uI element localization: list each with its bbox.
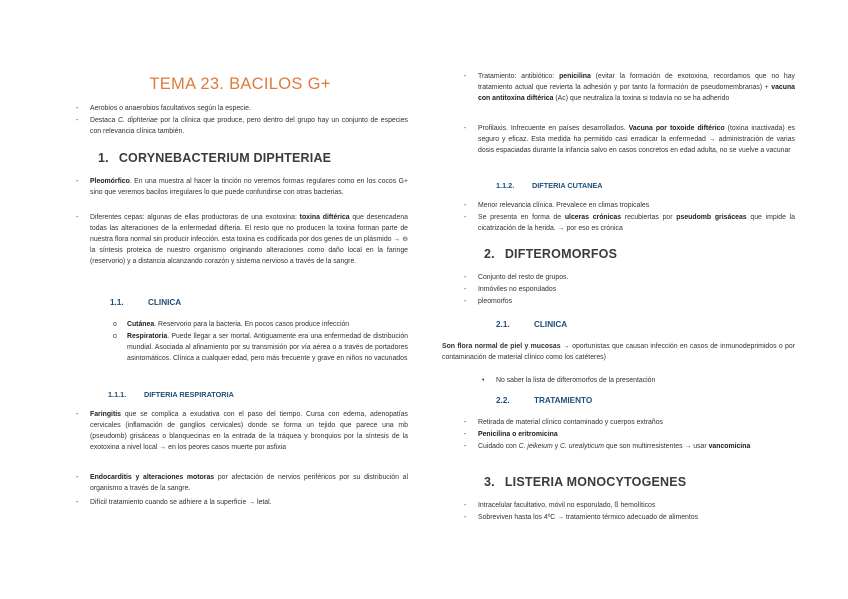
tratamiento-item-1: - Retirada de material clínico contaminado y cuerpos extraños	[464, 419, 663, 426]
subsubsection-heading-difteria-respiratoria: 1.1.1. DIFTERIA RESPIRATORIA	[108, 390, 234, 399]
subsection-heading-clinica: 1.1. CLINICA	[110, 298, 182, 307]
species-name: C. diphteriae	[117, 117, 158, 124]
endocarditis-item: - Endocarditis y alteraciones motoras por afectación de nervios periféricos por su distribución al organismo a través de la sangre.	[76, 474, 408, 493]
dificil-item: - Difícil tratamiento cuando se adhiere a la superficie → letal.	[76, 499, 272, 506]
flora-normal-paragraph: Son flora normal de piel y mucosas → oportunistas que causan infección en casos de inmunodeprimidos o por contaminación de material clínico como los catéteres)	[442, 343, 795, 362]
intro-text: Destaca C. diphteriae por la clínica que produce, pero dentro del grupo hay un conjunto de especies con relevancia clínica también.	[90, 117, 408, 136]
profilaxis-item: - Profilaxis. Infrecuente en países desarrollados. Vacuna por toxoide diftérico (toxina inactivada) es seguro y eficaz. Esta medida ha permitido casi erradicar la enfermedad → administración de varias dosis espaciadas durante la infancia salvo en casos concretos en edad adulta, no se vuelve a vacunar	[464, 125, 795, 155]
difteromorfos-item-1: - Conjunto del resto de grupos.	[464, 274, 569, 281]
tratamiento-item-3: - Cuidado con C. jeikeium y C. urealyticum que son multirresistentes → usar vancomicina	[464, 443, 751, 450]
cutanea-item-2: - Se presenta en forma de ulceras crónicas recubiertas por pseudomb grisáceas que impide la cicatrización de la herida. → por eso es crónica	[464, 214, 795, 233]
section-heading-difteromorfos: 2. DIFTEROMORFOS	[484, 247, 618, 261]
listeria-item-1: - Intracelular facultativo, móvil no esporulado, ß hemolíticos	[464, 502, 656, 509]
intro-item-2: - Destaca C. diphteriae por la clínica que produce, pero dentro del grupo hay un conjunto de especies con relevancia clínica también.	[76, 117, 408, 136]
subsection-heading-tratamiento: 2.2. TRATAMIENTO	[496, 396, 593, 405]
section-heading-corynebacterium: 1. CORYNEBACTERIUM DIPHTERIAE	[98, 151, 332, 165]
listeria-item-2: - Sobreviven hasta los 4ºC → tratamiento térmico adecuado de alimentos	[464, 514, 699, 521]
cepas-item: - Diferentes cepas: algunas de ellas productoras de una exotoxina: toxina diftérica que desencadena todas las alteraciones de la enfermedad difteria. El resto que no producen la toxina forman parte de nuestra flora normal sin producir infección. esta toxina es codificada por dos genes de un plásmido → ⊖ la síntesis proteica de nuestro organismo originando alteraciones como daño local en la faringe (reservorio) y a distancia alcanzando corazón y sistema nervioso a través de la sangre.	[76, 214, 409, 266]
tratamiento-item: - Tratamiento: antibiótico: penicilina (evitar la formación de exotoxina, recordamos que no hay tratamiento actual que revierta la adhesión y por tanto la formación de pseudomembranas) + vacuna con antitoxina diftérica (Ac) que neutraliza la toxina si todavía no se ha adherido	[464, 73, 795, 103]
intro-item-1: - Aerobios o anaerobios facultativos según la especie.	[76, 105, 251, 112]
cutanea-item-1: - Menor relevancia clínica. Prevalece en climas tropicales	[464, 202, 650, 209]
pleomorfico-item: - Pleomórfico. En una muestra al hacer la tinción no veremos formas regulares como en los cocos G+ sino que veremos bacilos irregulares lo que puede confundirse con otras bacterias.	[76, 178, 408, 197]
faringitis-item: - Faringitis que se complica a exudativa con el paso del tiempo. Cursa con edema, adenopatías cervicales (inflamación de ganglios cervicales) donde se forma un tejido que parece una mb (pseudomb) grisáceas o blanquecinas en la entrada de la tráquea y bronquios por la síntesis de la exotoxina a nivel local → en los peores casos muerte por asfixia	[76, 411, 408, 452]
subsubsection-heading-difteria-cutanea: 1.1.2. DIFTERIA CUTANEA	[496, 181, 603, 190]
subsection-heading-clinica-2: 2.1. CLINICA	[496, 320, 568, 329]
cutanea-item: o Cutánea. Reservorio para la bacteria. En pocos casos produce infección	[113, 321, 350, 328]
tratamiento-item-2: - Penicilina o eritromicina	[464, 431, 558, 438]
difteromorfos-item-3: - pleomorfos	[464, 298, 513, 305]
no-saber-item: • No saber la lista de difteromorfos de la presentación	[482, 377, 656, 384]
difteromorfos-item-2: - Inmóviles no esporulados	[464, 286, 557, 293]
section-heading-listeria: 3. LISTERIA MONOCYTOGENES	[484, 475, 687, 489]
respiratoria-item: o Respiratoria. Puede llegar a ser mortal. Antiguamente era una enfermedad de distribución mundial. Asociada al afinamiento por su transmisión por vía aérea o a través de portadores asintomáticos. Clínica a cualquier edad, pero más frecuente y grave en niños no vacunados	[113, 333, 408, 363]
page-title: TEMA 23. BACILOS G+	[149, 75, 331, 93]
